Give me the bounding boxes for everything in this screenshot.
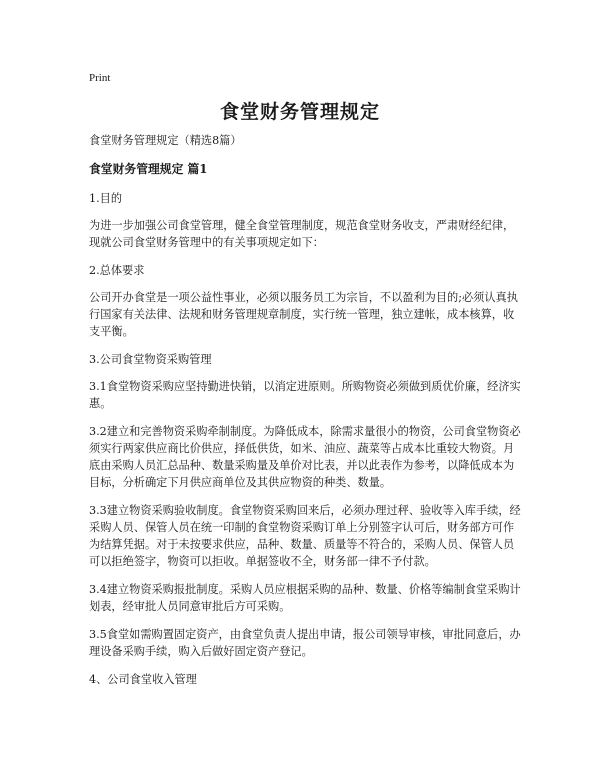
section-title: 食堂财务管理规定 篇1 xyxy=(89,162,208,176)
paragraph-general-requirements: 公司开办食堂是一项公益性事业，必须以服务员工为宗旨，不以盈利为目的;必须认真执行国家有关法律、法规和财务管理规章制度，实行统一管理，独立建帐，成本核算，收支平衡。 xyxy=(89,291,518,338)
paragraph-3-5: 3.5食堂如需购置固定资产，由食堂负责人提出申请，报公司领导审核，审批同意后，办理设备采购手续，购入后做好固定资产登记。 xyxy=(89,628,521,658)
paragraph-purpose: 为进一步加强公司食堂管理，健全食堂管理制度，规范食堂财务收支，严肃财经纪律，现就公司食堂财务管理中的有关事项规定如下： xyxy=(89,219,515,249)
heading-purpose: 1.目的 xyxy=(89,192,123,205)
heading-procurement: 3.公司食堂物资采购管理 xyxy=(89,353,212,366)
document-subtitle: 食堂财务管理规定（精选8篇） xyxy=(89,134,242,147)
paragraph-3-3: 3.3建立物资采购验收制度。食堂物资采购回来后，必须办理过秤、验收等入库手续，经采购人员、保管人员在统一印制的食堂物资采购订单上分别签字认可后，财务部方可作为结算凭据。对于未按要求供应，品种、数量、质量等不符合的，采购人员、保管人员可以拒绝签字，物资可以拒收。单据签收不全，财务部一律不予付款。 xyxy=(89,504,521,568)
print-label[interactable]: Print xyxy=(89,72,111,84)
document-body xyxy=(89,132,521,698)
heading-general-requirements: 2.总体要求 xyxy=(89,264,145,277)
paragraph-3-1: 3.1食堂物资采购应坚持勤进快销，以消定进原则。所购物资必须做到质优价廉，经济实惠。 xyxy=(89,380,521,410)
page-title: 食堂财务管理规定 xyxy=(219,101,380,123)
paragraph-3-4: 3.4建立物资采购报批制度。采购人员应根据采购的品种、数量、价格等编制食堂采购计划表，经审批人员同意审批后方可采购。 xyxy=(89,583,521,613)
heading-income-management: 4、公司食堂收入管理 xyxy=(89,673,197,686)
paragraph-3-2: 3.2建立和完善物资采购牵制制度。为降低成本，除需求量很小的物资，公司食堂物资必须实行两家供应商比价供应，择低供货，如米、油应、蔬菜等占成本比重较大物资。月底由采购人员汇总品种、数量采购量及单价对比表，并以此表作为参考，以降低成本为目标，分析确定下月供应商单位及其供应物资的种类、数量。 xyxy=(89,425,521,489)
